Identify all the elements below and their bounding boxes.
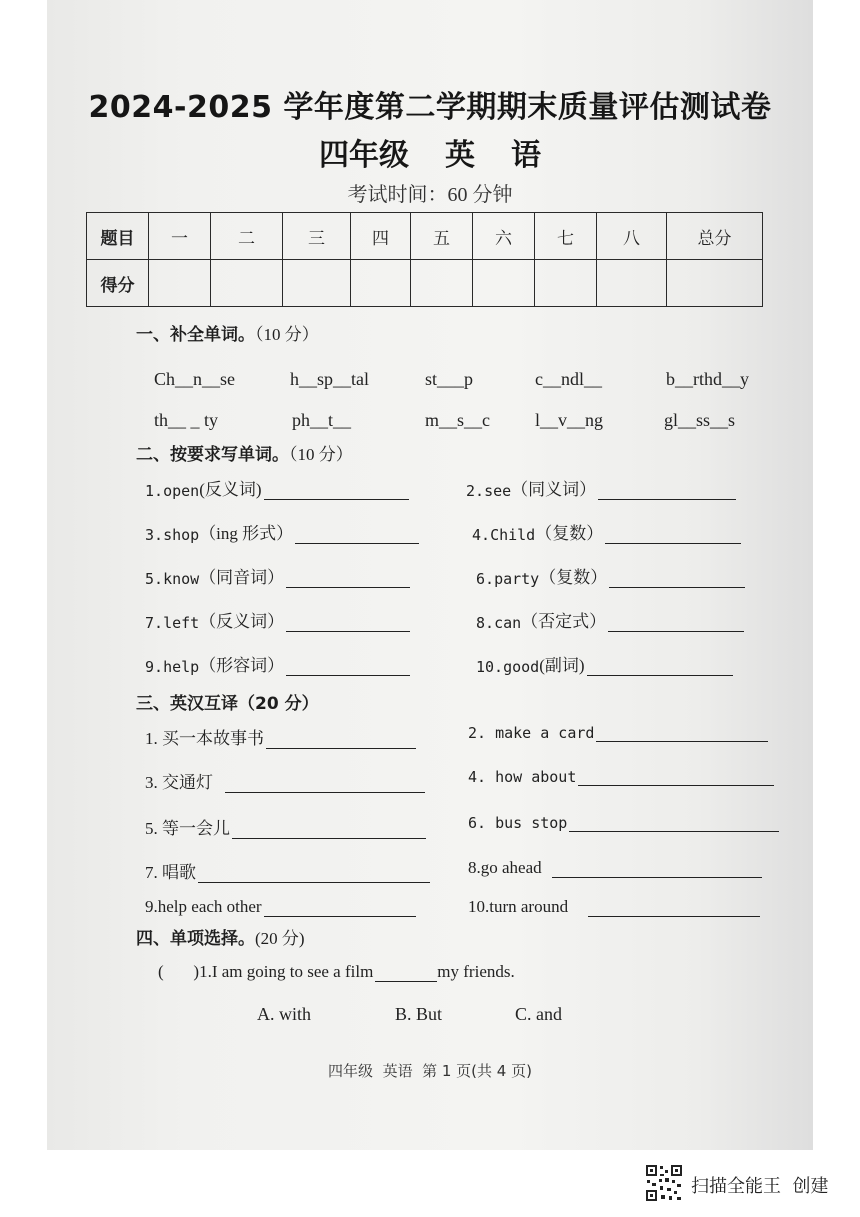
word-form-item: 7. left （反义词） xyxy=(145,607,410,632)
answer-blank[interactable] xyxy=(609,573,745,588)
option-c[interactable]: C. and xyxy=(515,1004,562,1024)
word-form-item: 9. help （形容词） xyxy=(145,651,410,676)
page-footer: 四年级 英语 第 1 页(共 4 页) xyxy=(328,1062,532,1080)
translation-item: 2. make a card xyxy=(468,724,768,742)
answer-blank[interactable] xyxy=(264,902,416,917)
section-1-title: 一、补全单词。 xyxy=(136,325,255,345)
col-8: 八 xyxy=(597,213,667,260)
section-4-title: 四、单项选择。 xyxy=(136,929,255,949)
word-form-item: 5. know （同音词） xyxy=(145,563,410,588)
answer-paren[interactable]: ( ) xyxy=(158,962,200,981)
grade-label: 四年级 xyxy=(319,138,409,173)
section-1-heading xyxy=(136,320,319,345)
answer-blank[interactable] xyxy=(264,485,409,500)
word-fill-item: c__ndl__ xyxy=(535,369,602,389)
word-form-item: 1. open (反义词) xyxy=(145,475,409,500)
col-6: 六 xyxy=(473,213,535,260)
answer-blank[interactable] xyxy=(286,617,410,632)
option-a[interactable]: A. with xyxy=(257,1004,311,1024)
score-table-header-row xyxy=(87,213,763,260)
word-form-item: 10. good (副词) xyxy=(476,651,733,676)
score-cell[interactable] xyxy=(411,260,473,307)
col-7: 七 xyxy=(535,213,597,260)
answer-blank[interactable] xyxy=(552,863,762,878)
answer-blank[interactable] xyxy=(578,771,774,786)
score-table xyxy=(86,212,763,307)
word-fill-item: th__ _ ty xyxy=(154,410,219,430)
word-fill-item: h__sp__tal xyxy=(290,369,369,389)
answer-blank[interactable] xyxy=(608,617,744,632)
score-table-score-row xyxy=(87,260,763,307)
translation-item: 10.turn around xyxy=(468,897,760,917)
translation-item: 8.go ahead xyxy=(468,858,762,878)
section-4-heading xyxy=(136,924,305,949)
word-form-item: 2. see （同义词） xyxy=(466,475,736,500)
answer-blank[interactable] xyxy=(295,529,419,544)
answer-blank[interactable] xyxy=(588,902,760,917)
score-cell[interactable] xyxy=(667,260,763,307)
word-form-item: 6. party （复数） xyxy=(476,563,745,588)
col-3: 三 xyxy=(283,213,351,260)
answer-blank[interactable] xyxy=(596,727,768,742)
translation-item: 3. 交通灯 xyxy=(145,768,425,793)
section-2-points: （10 分） xyxy=(289,445,353,464)
score-cell[interactable] xyxy=(351,260,411,307)
col-5: 五 xyxy=(411,213,473,260)
scanner-watermark: 扫描全能王 创建 xyxy=(691,1176,829,1197)
word-fill-item: Ch__n__se xyxy=(154,369,235,389)
section-2-heading xyxy=(136,440,353,465)
answer-blank[interactable] xyxy=(225,778,425,793)
qr-code-icon xyxy=(645,1164,683,1202)
subject-char-1: 英 xyxy=(445,138,475,173)
col-total: 总分 xyxy=(667,213,763,260)
exam-time: 考试时间：60 分钟 xyxy=(347,184,513,206)
choice-question-1: ( ) 1.I am going to see a film my friends. xyxy=(158,962,515,981)
col-1: 一 xyxy=(149,213,211,260)
answer-blank[interactable] xyxy=(569,817,779,832)
score-cell[interactable] xyxy=(597,260,667,307)
word-form-item: 3. shop （ing 形式） xyxy=(145,519,419,544)
answer-blank[interactable] xyxy=(266,734,416,749)
translation-item: 6. bus stop xyxy=(468,814,779,832)
translation-item: 9.help each other xyxy=(145,897,416,917)
section-2-title: 二、按要求写单词。 xyxy=(136,445,289,465)
col-2: 二 xyxy=(211,213,283,260)
exam-title: 2024-2025 学年度第二学期期末质量评估测试卷 xyxy=(88,90,772,125)
section-3-heading: 三、英汉互译（20 分） xyxy=(136,694,319,714)
answer-blank[interactable] xyxy=(198,868,430,883)
answer-blank[interactable] xyxy=(286,573,410,588)
word-fill-item: b__rthd__y xyxy=(666,369,749,389)
section-1-points: （10 分） xyxy=(255,325,319,344)
score-cell[interactable] xyxy=(473,260,535,307)
translation-item: 5. 等一会儿 xyxy=(145,814,426,839)
row-header-score: 得分 xyxy=(87,260,149,307)
exam-subtitle xyxy=(0,130,860,174)
option-b[interactable]: B. But xyxy=(395,1004,443,1024)
score-cell[interactable] xyxy=(211,260,283,307)
word-fill-item: m__s__c xyxy=(425,410,490,430)
answer-blank[interactable] xyxy=(286,661,410,676)
col-4: 四 xyxy=(351,213,411,260)
translation-item: 1. 买一本故事书 xyxy=(145,724,416,749)
translation-item: 7. 唱歌 xyxy=(145,858,430,883)
word-form-item: 4. Child （复数） xyxy=(472,519,741,544)
answer-blank[interactable] xyxy=(232,824,426,839)
translation-item: 4. how about xyxy=(468,768,774,786)
word-form-item: 8. can （否定式） xyxy=(476,607,744,632)
score-cell[interactable] xyxy=(535,260,597,307)
score-cell[interactable] xyxy=(283,260,351,307)
word-fill-item: l__v__ng xyxy=(535,410,604,430)
section-4-points: (20 分) xyxy=(255,929,305,948)
row-header-question: 题目 xyxy=(87,213,149,260)
answer-blank[interactable] xyxy=(605,529,741,544)
answer-blank xyxy=(375,967,437,982)
answer-blank[interactable] xyxy=(598,485,736,500)
word-fill-item: gl__ss__s xyxy=(664,410,736,430)
score-cell[interactable] xyxy=(149,260,211,307)
word-fill-item: ph__t__ xyxy=(292,410,352,430)
word-fill-item: st___p xyxy=(425,369,474,389)
subject-char-2: 语 xyxy=(511,138,541,173)
answer-blank[interactable] xyxy=(587,661,733,676)
